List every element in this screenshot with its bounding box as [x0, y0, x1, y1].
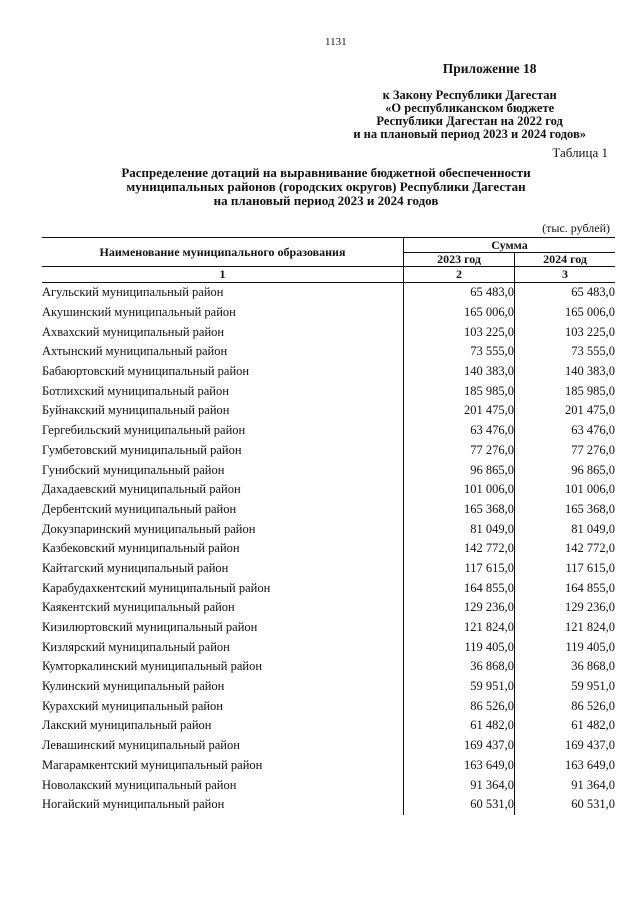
table-row — [42, 598, 615, 618]
value-2023: 96 865,0 — [404, 460, 515, 480]
table-row — [42, 322, 615, 342]
value-2023: 119 405,0 — [404, 637, 515, 657]
value-2023: 117 615,0 — [404, 559, 515, 579]
appendix-line: Республики Дагестан на 2022 год — [376, 114, 563, 128]
value-2024: 164 855,0 — [565, 580, 615, 595]
value-2023: 164 855,0 — [404, 578, 515, 598]
column-header-name: Наименование муниципального образования — [42, 238, 404, 267]
table-row — [42, 578, 615, 598]
value-2024: 36 868,0 — [571, 659, 615, 674]
table-row — [42, 696, 615, 716]
table-row — [42, 500, 615, 520]
title-line: на плановый период 2023 и 2024 годов — [213, 193, 439, 208]
document-title — [96, 166, 556, 208]
table-row — [42, 519, 615, 539]
municipality-name: Новолакский муниципальный район — [42, 777, 237, 792]
municipality-name: Магарамкентский муниципальный район — [42, 757, 263, 772]
value-2023: 63 476,0 — [404, 421, 515, 441]
value-2024: 103 225,0 — [565, 324, 615, 339]
table-row — [42, 795, 615, 815]
municipality-name: Карабудахкентский муниципальный район — [42, 580, 271, 595]
value-2023: 86 526,0 — [404, 696, 515, 716]
value-2023: 36 868,0 — [404, 657, 515, 677]
municipality-name: Левашинский муниципальный район — [42, 738, 240, 753]
appendix-header — [353, 62, 586, 141]
municipality-name: Кулинский муниципальный район — [42, 679, 225, 694]
value-2023: 65 483,0 — [404, 283, 515, 303]
value-2024: 142 772,0 — [565, 541, 615, 556]
municipality-name: Акушинский муниципальный район — [42, 305, 236, 320]
column-number-3: 3 — [515, 267, 616, 283]
value-2024: 140 383,0 — [565, 364, 615, 379]
value-2024: 91 364,0 — [571, 777, 615, 792]
value-2024: 101 006,0 — [565, 482, 615, 497]
table-row — [42, 559, 615, 579]
value-2024: 61 482,0 — [571, 718, 615, 733]
value-2024: 129 236,0 — [565, 600, 615, 615]
table-row — [42, 381, 615, 401]
municipality-name: Дербентский муниципальный район — [42, 501, 237, 516]
value-2023: 103 225,0 — [404, 322, 515, 342]
municipality-name: Каякентский муниципальный район — [42, 600, 235, 615]
table-row — [42, 736, 615, 756]
value-2023: 101 006,0 — [404, 480, 515, 500]
municipality-name: Кумторкалинский муниципальный район — [42, 659, 263, 674]
table-row — [42, 716, 615, 736]
municipality-name: Казбековский муниципальный район — [42, 541, 240, 556]
value-2023: 140 383,0 — [404, 362, 515, 382]
table-body — [42, 283, 615, 815]
table-row — [42, 539, 615, 559]
municipality-name: Ахвахский муниципальный район — [42, 324, 225, 339]
table-row — [42, 283, 615, 303]
value-2023: 201 475,0 — [404, 401, 515, 421]
municipality-name: Дахадаевский муниципальный район — [42, 482, 241, 497]
municipality-name: Гумбетовский муниципальный район — [42, 442, 242, 457]
value-2023: 61 482,0 — [404, 716, 515, 736]
table-row — [42, 637, 615, 657]
value-2024: 119 405,0 — [565, 639, 615, 654]
value-2023: 81 049,0 — [404, 519, 515, 539]
column-header-2023: 2023 год — [404, 253, 515, 267]
value-2024: 81 049,0 — [571, 521, 615, 536]
table-row — [42, 677, 615, 697]
value-2024: 185 985,0 — [565, 383, 615, 398]
table-row — [42, 401, 615, 421]
column-number-2: 2 — [404, 267, 515, 283]
table-row — [42, 480, 615, 500]
column-header-sum: Сумма — [404, 238, 616, 253]
appendix-line: «О республиканском бюджете — [385, 101, 555, 115]
value-2024: 165 006,0 — [565, 305, 615, 320]
table-label: Таблица 1 — [552, 145, 608, 160]
value-2024: 117 615,0 — [565, 560, 615, 575]
page-number: 1131 — [325, 36, 347, 48]
value-2023: 129 236,0 — [404, 598, 515, 618]
municipality-name: Курахский муниципальный район — [42, 698, 223, 713]
value-2024: 121 824,0 — [565, 620, 615, 635]
value-2023: 91 364,0 — [404, 775, 515, 795]
value-2023: 163 649,0 — [404, 756, 515, 776]
value-2023: 185 985,0 — [404, 381, 515, 401]
table-row — [42, 460, 615, 480]
value-2024: 77 276,0 — [571, 442, 615, 457]
table-row — [42, 756, 615, 776]
value-2024: 201 475,0 — [565, 403, 615, 418]
value-2024: 96 865,0 — [571, 462, 615, 477]
value-2024: 65 483,0 — [571, 285, 615, 300]
municipality-name: Докузпаринский муниципальный район — [42, 521, 256, 536]
value-2023: 165 006,0 — [404, 303, 515, 323]
municipality-name: Кайтагский муниципальный район — [42, 560, 229, 575]
municipality-name: Агульский муниципальный район — [42, 285, 224, 300]
table-row — [42, 657, 615, 677]
value-2024: 163 649,0 — [565, 757, 615, 772]
table-row — [42, 303, 615, 323]
subsidy-table — [42, 237, 615, 815]
value-2023: 59 951,0 — [404, 677, 515, 697]
column-number-1: 1 — [42, 267, 404, 283]
value-2024: 169 437,0 — [565, 738, 615, 753]
value-2024: 86 526,0 — [571, 698, 615, 713]
value-2023: 77 276,0 — [404, 441, 515, 461]
appendix-line: и на плановый период 2023 и 2024 годов» — [353, 127, 586, 141]
table-row — [42, 441, 615, 461]
municipality-name: Гергебильский муниципальный район — [42, 423, 246, 438]
municipality-name: Кизилюртовский муниципальный район — [42, 620, 258, 635]
value-2023: 60 531,0 — [404, 795, 515, 815]
municipality-name: Гунибский муниципальный район — [42, 462, 225, 477]
appendix-line: к Закону Республики Дагестан — [382, 88, 557, 102]
value-2023: 121 824,0 — [404, 618, 515, 638]
title-line: муниципальных районов (городских округов) Республики Дагестан — [126, 179, 526, 194]
units-label: (тыс. рублей) — [542, 221, 610, 235]
table-row — [42, 775, 615, 795]
table-row — [42, 421, 615, 441]
municipality-name: Лакский муниципальный район — [42, 718, 212, 733]
value-2024: 165 368,0 — [565, 501, 615, 516]
value-2024: 59 951,0 — [571, 679, 615, 694]
value-2023: 142 772,0 — [404, 539, 515, 559]
municipality-name: Ногайский муниципальный район — [42, 797, 225, 812]
value-2024: 63 476,0 — [571, 423, 615, 438]
appendix-title: Приложение 18 — [442, 61, 537, 76]
value-2023: 165 368,0 — [404, 500, 515, 520]
value-2023: 169 437,0 — [404, 736, 515, 756]
value-2024: 60 531,0 — [571, 797, 615, 812]
municipality-name: Буйнакский муниципальный район — [42, 403, 230, 418]
municipality-name: Бабаюртовский муниципальный район — [42, 364, 250, 379]
value-2024: 73 555,0 — [571, 344, 615, 359]
value-2023: 73 555,0 — [404, 342, 515, 362]
table-row — [42, 342, 615, 362]
municipality-name: Ботлихский муниципальный район — [42, 383, 229, 398]
title-line: Распределение дотаций на выравнивание бюджетной обеспеченности — [121, 165, 531, 180]
table-row — [42, 618, 615, 638]
municipality-name: Ахтынский муниципальный район — [42, 344, 228, 359]
column-header-2024: 2024 год — [515, 253, 616, 267]
municipality-name: Кизлярский муниципальный район — [42, 639, 230, 654]
table-row — [42, 362, 615, 382]
